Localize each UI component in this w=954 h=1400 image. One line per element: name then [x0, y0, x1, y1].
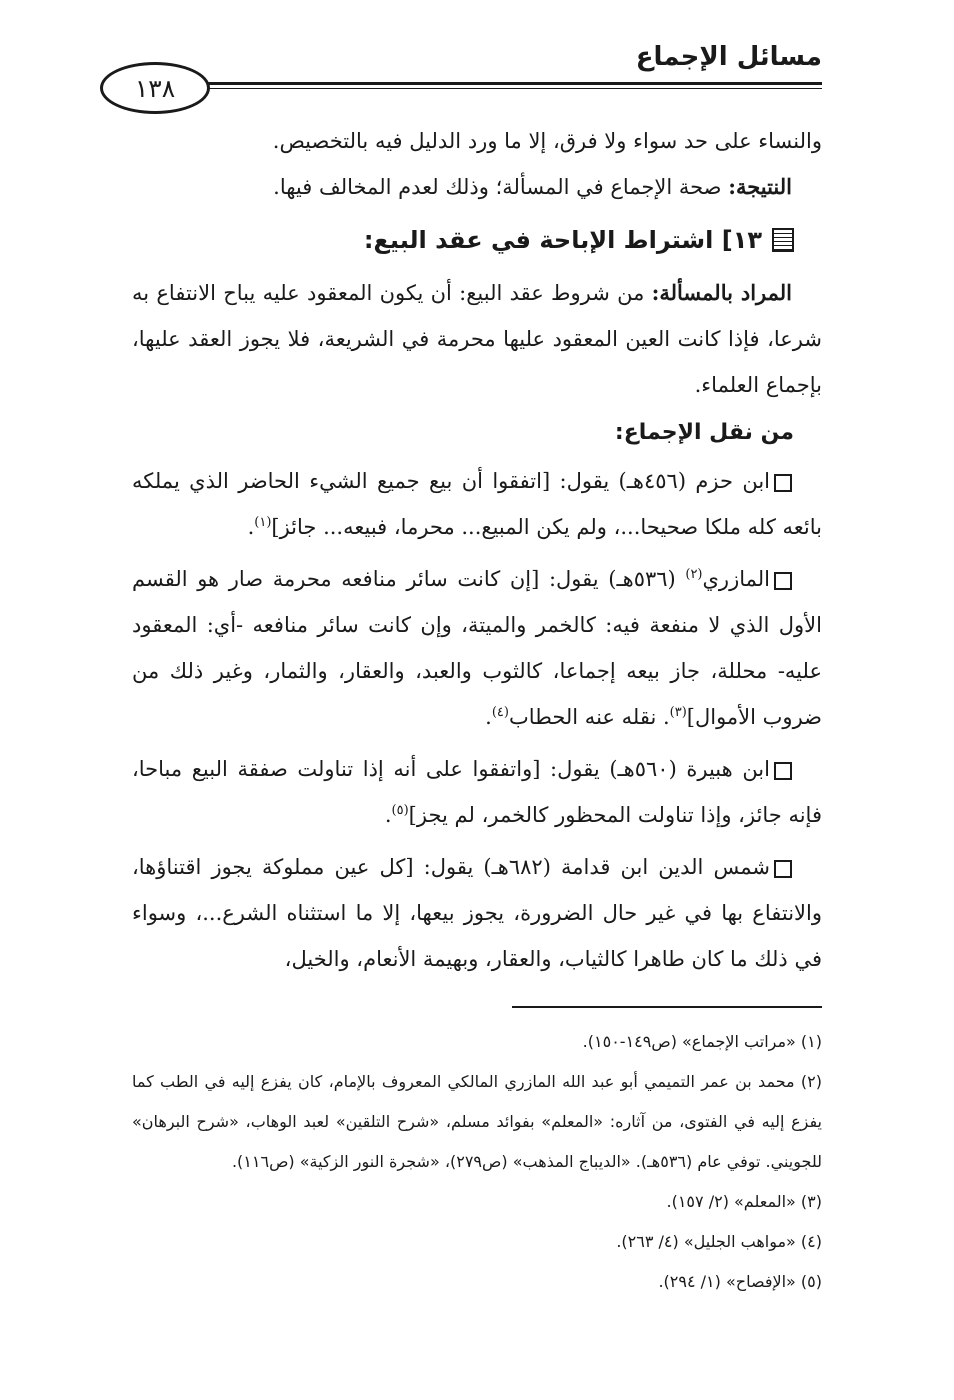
quote-end: . — [485, 705, 492, 729]
quote-ibn-hubayra — [132, 746, 822, 838]
quote-mazari-name: المازري — [702, 567, 770, 591]
quote-mazari — [132, 556, 822, 740]
footnote-ref: (٥) — [391, 803, 409, 818]
checkbox-icon — [774, 572, 792, 590]
result-label: النتيجة: — [728, 174, 792, 199]
quote-ibn-qudama-text: شمس الدين ابن قدامة (٦٨٢هـ) يقول: [كل عين مملوكة يجوز اقتناؤها، والانتفاع بها في غير حال الضرورة، يجوز بيعها، إلا ما استثناه الشرع...، وسواء في ذلك ما كان طاهرا كالثياب، والعقار، وبهيمة الأنعام، والخيل، — [132, 855, 822, 971]
result-text: صحة الإجماع في المسألة؛ وذلك لعدم المخالف فيها. — [273, 175, 729, 199]
checkbox-icon — [774, 860, 792, 878]
section-heading-text: ١٣] اشتراط الإباحة في عقد البيع: — [363, 226, 762, 254]
footnote-ref: (٤) — [491, 705, 509, 720]
main-text — [132, 118, 822, 982]
sub-heading: من نقل الإجماع: — [614, 420, 794, 445]
quote-ibn-hazm-text: ابن حزم (٤٥٦هـ) يقول: [اتفقوا أن بيع جميع الشيء الحاضر الذي يملكه بائعه كله ملكا صحيحا...، ولم يكن المبيع... محرما، فبيعه... جائز] — [132, 469, 822, 539]
page-number: ١٣٨ — [100, 62, 210, 114]
quote-end: . — [384, 803, 392, 827]
checkbox-icon — [774, 762, 792, 780]
header-rule-thin — [202, 88, 822, 89]
quote-ibn-hubayra-text: ابن هبيرة (٥٦٠هـ) يقول: [واتفقوا على أنه إذا تناولت صفقة البيع مباحا، فإنه جائز، وإذا تناولت المحظور كالخمر، لم يجز] — [132, 757, 822, 827]
definition-label: المراد بالمسألة: — [651, 280, 792, 305]
footnote-ref: (١) — [254, 515, 272, 530]
book-icon — [772, 228, 794, 252]
checkbox-icon — [774, 474, 792, 492]
footnote-ref: (٢) — [685, 567, 703, 582]
section-heading — [132, 212, 822, 268]
footnote-separator — [512, 1006, 822, 1008]
page-header — [100, 32, 822, 102]
paragraph-definition — [132, 270, 822, 408]
paragraph-continuation: والنساء على حد سواء ولا فرق، إلا ما ورد الدليل فيه بالتخصيص. — [272, 129, 822, 153]
quote-mazari-mid: . نقله عنه الحطاب — [508, 705, 670, 729]
definition-text: من شروط عقد البيع: أن يكون المعقود عليه يباح الانتفاع به شرعا، فإذا كانت العين المعقود عليها محرمة في الشريعة، فلا يجوز العقد عليها، بإجماع العلماء. — [132, 281, 822, 397]
header-rule-thick — [202, 82, 822, 85]
quote-ibn-hazm — [132, 458, 822, 550]
footnote-1: (١) «مراتب الإجماع» (ص١٤٩-١٥٠). — [582, 1032, 822, 1051]
footnote-3: (٣) «المعلم» (٢/ ١٥٧). — [666, 1192, 822, 1211]
footnotes — [132, 1022, 822, 1302]
quote-mazari-text: (٥٣٦هـ) يقول: [إن كانت سائر منافعه محرمة صار هو القسم الأول الذي لا منفعة فيه: كالخمر والميتة، وإن كانت سائر منافعه -أي: المعقود عليه- محللة، جاز بيعه إجماعا، كالثوب والعبد، والعقار، والثمار، وغير ذلك من ضروب الأموال] — [132, 567, 822, 729]
footnote-5: (٥) «الإفصاح» (١/ ٢٩٤). — [658, 1272, 822, 1291]
footnote-ref: (٣) — [669, 705, 687, 720]
paragraph-result — [132, 164, 822, 210]
quote-ibn-qudama — [132, 844, 822, 982]
quote-end: . — [247, 515, 255, 539]
footnote-4: (٤) «مواهب الجليل» (٤/ ٢٦٣). — [616, 1232, 822, 1251]
footnote-2: (٢) محمد بن عمر التميمي أبو عبد الله المازري المالكي المعروف بالإمام، كان يفزع إليه في الطب كما يفزع إليه في الفتوى، من آثاره: «المعلم» بفوائد مسلم، «شرح التلقين» لعبد الوهاب، «شرح البرهان» للجويني. توفي عام (٥٣٦هـ). «الديباج المذهب» (ص٢٧٩)، «شجرة النور الزكية» (ص١١٦). — [132, 1072, 822, 1171]
running-title: مسائل الإجماع — [635, 42, 822, 72]
